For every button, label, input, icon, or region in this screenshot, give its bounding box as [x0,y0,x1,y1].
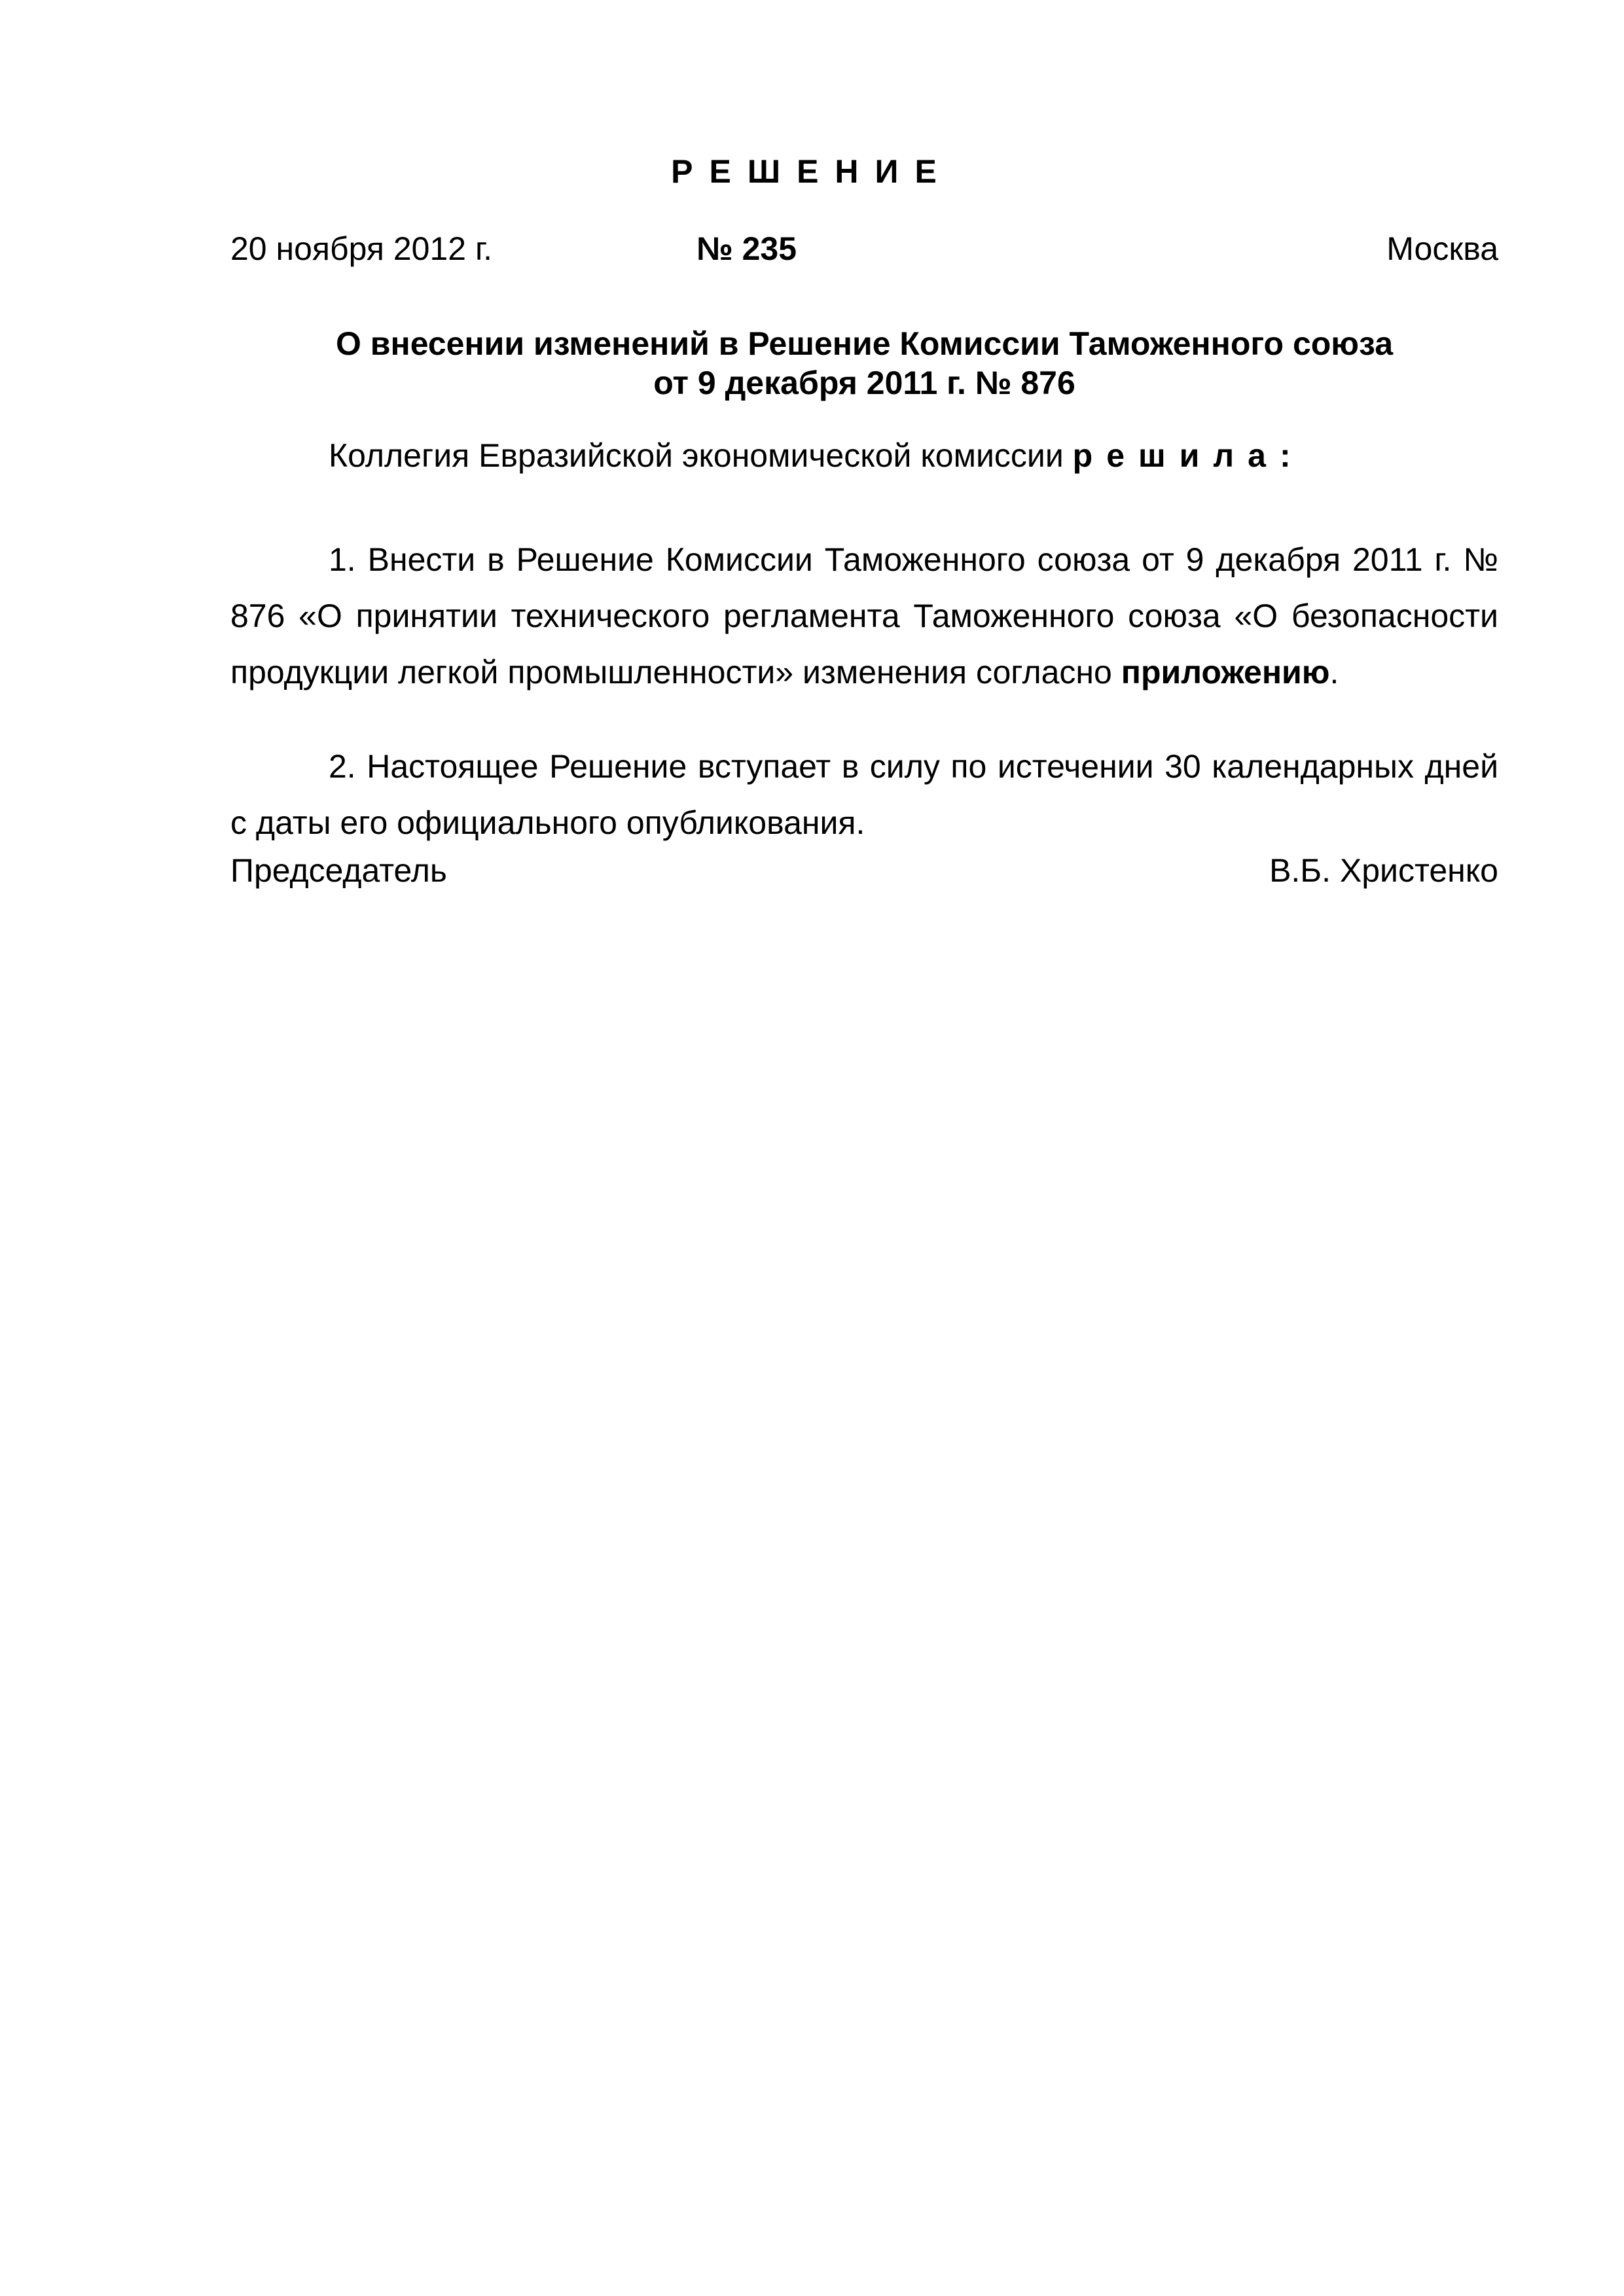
paragraph-1-text: 1. Внести в Решение Комиссии Таможенного союза от 9 декабря 2011 г. № 876 «О принятии технического регламента Таможенного союза «О безопасности продукции легкой промышленности» изменения согласно [230,541,1498,691]
signature-name: В.Б. Христенко [1269,852,1498,889]
paragraph-1 [230,531,1498,700]
decision-subject [230,324,1498,403]
paragraph-2: 2. Настоящее Решение вступает в силу по истечении 30 календарных дней с даты его официального опубликования. [230,748,1498,841]
decision-city: Москва [1386,230,1498,267]
appendix-link[interactable]: приложению [1121,654,1330,691]
intro-emphasis: решила: [1072,437,1305,474]
intro-paragraph [230,436,1498,475]
decision-number: № 235 [696,230,797,267]
signature-role: Председатель [230,852,447,889]
document-title: РЕШЕНИЕ [671,153,953,190]
intro-text: Коллегия Евразийской экономической комиссии [329,437,1073,474]
subject-line-1: О внесении изменений в Решение Комиссии Таможенного союза [335,325,1394,362]
paragraph-1-end: . [1329,654,1339,691]
decision-date: 20 ноября 2012 г. [230,230,492,267]
subject-line-2: от 9 декабря 2011 г. № 876 [653,365,1075,401]
